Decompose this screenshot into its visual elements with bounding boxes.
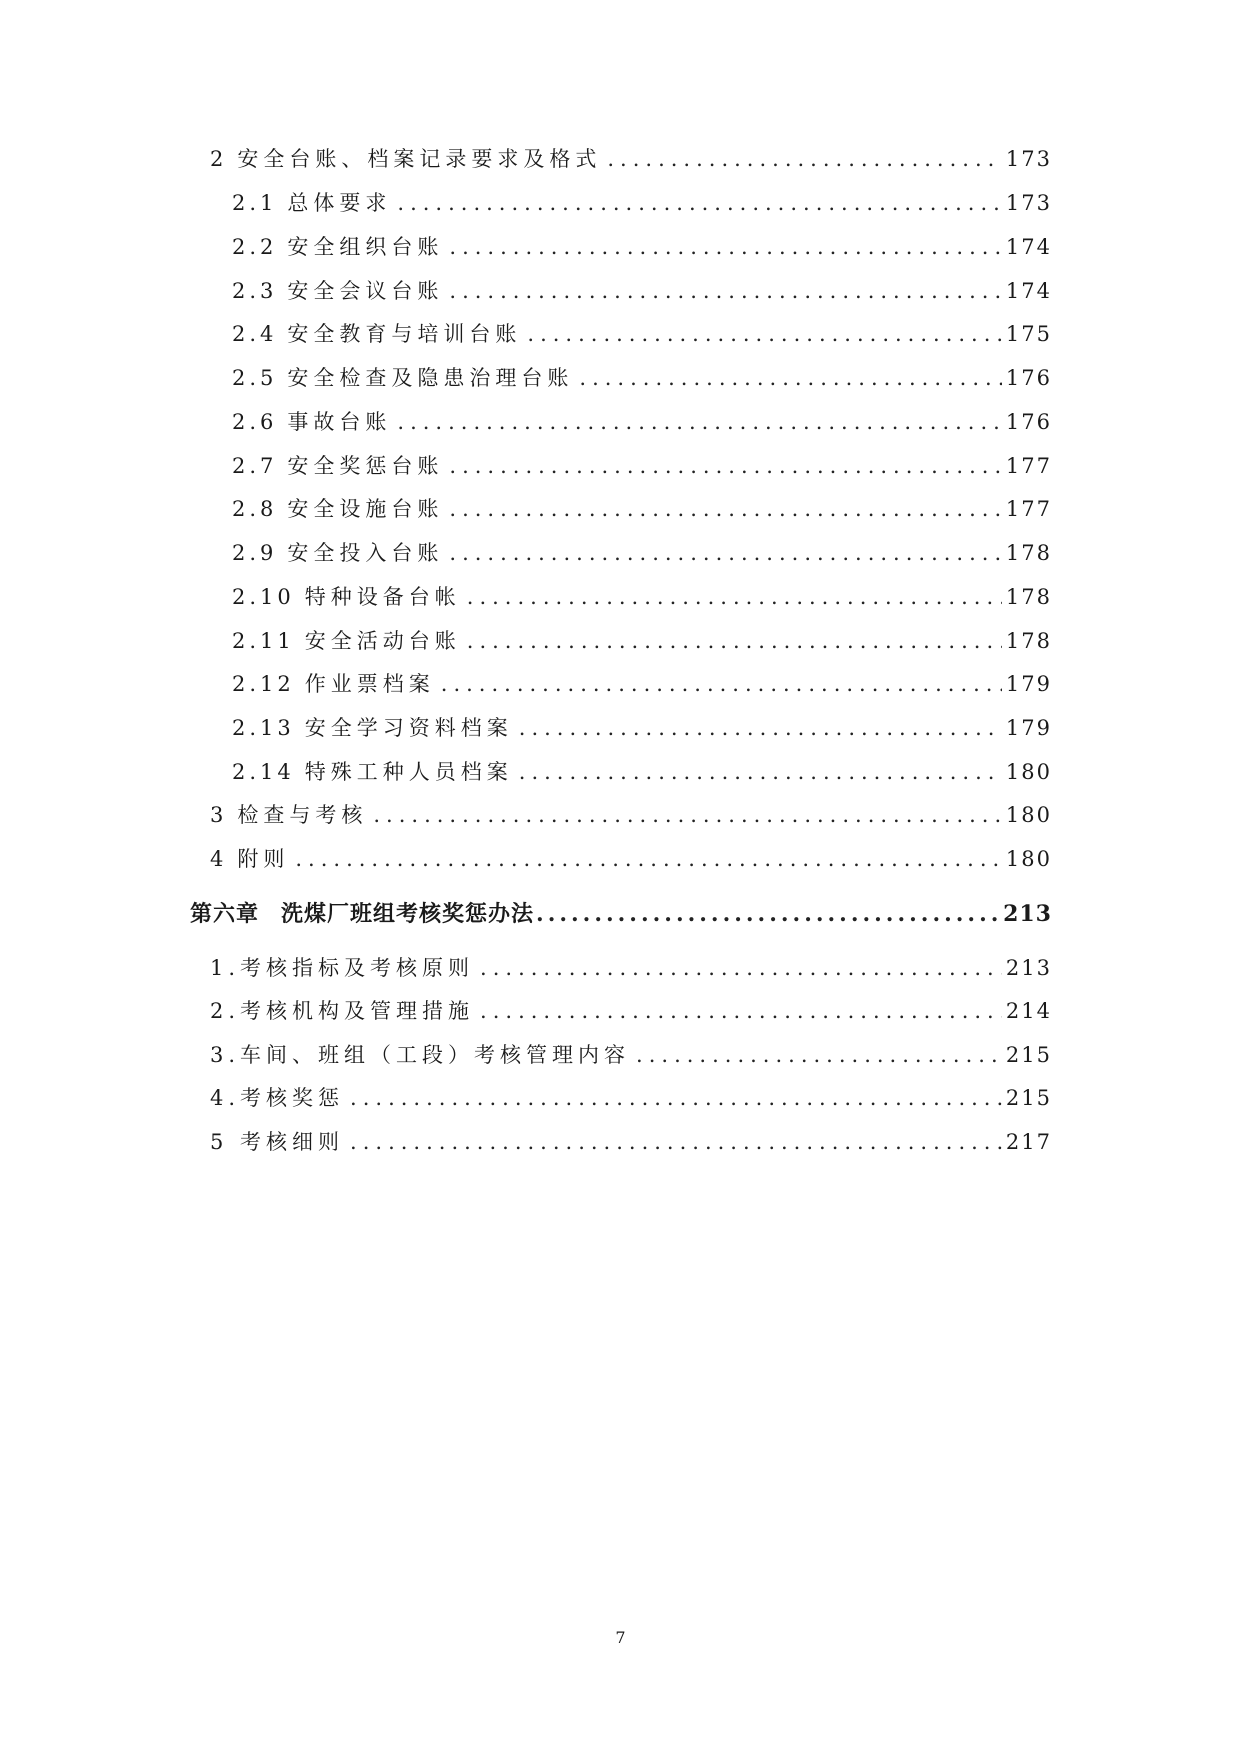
dot-leader (373, 803, 1002, 827)
toc-entry-number: 3 (210, 803, 228, 827)
toc-entry-number: 2 (210, 147, 228, 171)
toc-entry[interactable] (232, 187, 1052, 217)
toc-entry-title: 安全投入台账 (287, 541, 444, 565)
toc-entry-page: 180 (1005, 803, 1052, 827)
toc-entry-page: 177 (1005, 497, 1052, 521)
toc-entry-number: 2.14 (232, 760, 295, 784)
dot-leader (449, 454, 1002, 478)
toc-entry-title: 3.车间、班组（工段）考核管理内容 (210, 1043, 631, 1067)
toc-entry-title: 安全会议台账 (287, 279, 444, 303)
toc-entry-title: 总体要求 (287, 191, 392, 215)
dot-leader (467, 585, 1002, 609)
toc-chapter-entry[interactable] (190, 897, 1052, 928)
toc-entry-number: 2.10 (232, 585, 295, 609)
toc-entry-page: 176 (1005, 410, 1052, 434)
toc-entry-number: 2.5 (232, 366, 278, 390)
toc-entry-title: 特种设备台帐 (304, 585, 461, 609)
toc-entry[interactable] (210, 952, 1052, 982)
toc-entry[interactable] (232, 318, 1052, 348)
toc-entry-number: 2.13 (232, 716, 295, 740)
dot-leader (449, 541, 1002, 565)
dot-leader (607, 147, 1002, 171)
page-number: 7 (615, 1628, 626, 1647)
toc-entry-number: 2.6 (232, 410, 278, 434)
toc-entry[interactable] (210, 995, 1052, 1025)
toc-entry[interactable] (210, 799, 1052, 829)
chapter-number: 第六章 (190, 901, 260, 927)
toc-entry-page: 176 (1005, 366, 1052, 390)
toc-entry-title: 作业票档案 (304, 672, 435, 696)
dot-leader (480, 999, 1002, 1023)
toc-entry-page: 174 (1005, 235, 1052, 259)
toc-entry-page: 174 (1005, 279, 1052, 303)
toc-entry-page: 180 (1005, 760, 1052, 784)
toc-entry[interactable] (232, 756, 1052, 786)
toc-entry[interactable] (232, 668, 1052, 698)
toc-entry[interactable] (232, 625, 1052, 655)
toc-entry-number: 2.11 (232, 629, 295, 653)
toc-entry[interactable] (232, 493, 1052, 523)
toc-entry-page: 214 (1005, 999, 1052, 1023)
toc-entry-page: 173 (1005, 191, 1052, 215)
toc-entry-title: 1.考核指标及考核原则 (210, 956, 475, 980)
toc-entry[interactable] (232, 231, 1052, 261)
chapter-page: 213 (1003, 901, 1052, 927)
toc-entry-page: 177 (1005, 454, 1052, 478)
toc-entry-number: 2.3 (232, 279, 278, 303)
toc-entry-title: 安全设施台账 (287, 497, 444, 521)
toc-entry-page: 215 (1005, 1043, 1052, 1067)
toc-entry-page: 179 (1005, 672, 1052, 696)
toc-entry-page: 213 (1005, 956, 1052, 980)
toc-entry-number: 4 (210, 847, 228, 871)
toc-entry-title: 安全检查及隐患治理台账 (287, 366, 574, 390)
toc-entry-page: 215 (1005, 1086, 1052, 1110)
dot-leader (527, 322, 1002, 346)
toc-entry[interactable] (232, 450, 1052, 480)
toc-entry-number: 2.2 (232, 235, 278, 259)
dot-leader (350, 1130, 1002, 1154)
toc-entry-title: 附则 (237, 847, 290, 871)
dot-leader (449, 279, 1002, 303)
toc-entry[interactable] (232, 406, 1052, 436)
toc-entry-title: 2.考核机构及管理措施 (210, 999, 475, 1023)
dot-leader (441, 672, 1002, 696)
toc-entry-page: 180 (1005, 847, 1052, 871)
toc-entry[interactable] (210, 1126, 1052, 1156)
toc-entry-title: 安全学习资料档案 (304, 716, 513, 740)
toc-entry-title: 安全奖惩台账 (287, 454, 444, 478)
dot-leader (449, 235, 1002, 259)
dot-leader (397, 410, 1002, 434)
toc-entry-title: 安全教育与培训台账 (287, 322, 522, 346)
toc-entry-page: 175 (1005, 322, 1052, 346)
toc-entry[interactable] (232, 712, 1052, 742)
toc-entry-page: 178 (1005, 629, 1052, 653)
toc-entry[interactable] (210, 843, 1052, 873)
toc-entry-number: 2.4 (232, 322, 278, 346)
toc-entry-page: 178 (1005, 585, 1052, 609)
toc-entry-title: 安全活动台账 (304, 629, 461, 653)
dot-leader (449, 497, 1002, 521)
toc-entry-title: 事故台账 (287, 410, 392, 434)
toc-entry-title: 特殊工种人员档案 (304, 760, 513, 784)
toc-entry[interactable] (210, 1082, 1052, 1112)
dot-leader (350, 1086, 1002, 1110)
dot-leader (480, 956, 1002, 980)
chapter-title: 洗煤厂班组考核奖惩办法 (281, 901, 535, 927)
toc-entry-number: 2.12 (232, 672, 295, 696)
dot-leader (397, 191, 1002, 215)
toc-entry[interactable] (232, 275, 1052, 305)
toc-entry-title: 5 考核细则 (210, 1130, 345, 1154)
dot-leader (519, 760, 1002, 784)
toc-entry-page: 179 (1005, 716, 1052, 740)
toc-entry-number: 2.9 (232, 541, 278, 565)
dot-leader (519, 716, 1002, 740)
toc-entry-title: 安全台账、档案记录要求及格式 (237, 147, 602, 171)
dot-leader (636, 1043, 1002, 1067)
toc-entry-number: 2.8 (232, 497, 278, 521)
toc-entry-title: 4.考核奖惩 (210, 1086, 345, 1110)
dot-leader (536, 901, 999, 927)
toc-entry[interactable] (210, 1039, 1052, 1069)
toc-entry[interactable] (232, 581, 1052, 611)
toc-entry[interactable] (232, 537, 1052, 567)
toc-entry-page: 178 (1005, 541, 1052, 565)
toc-entry-page: 217 (1005, 1130, 1052, 1154)
toc-entry[interactable] (232, 362, 1052, 392)
toc-entry-title: 安全组织台账 (287, 235, 444, 259)
dot-leader (295, 847, 1002, 871)
toc-entry-title: 检查与考核 (237, 803, 368, 827)
toc-entry-number: 2.1 (232, 191, 278, 215)
toc-entry[interactable] (210, 143, 1052, 173)
dot-leader (579, 366, 1002, 390)
dot-leader (467, 629, 1002, 653)
toc-entry-number: 2.7 (232, 454, 278, 478)
toc-entry-page: 173 (1005, 147, 1052, 171)
